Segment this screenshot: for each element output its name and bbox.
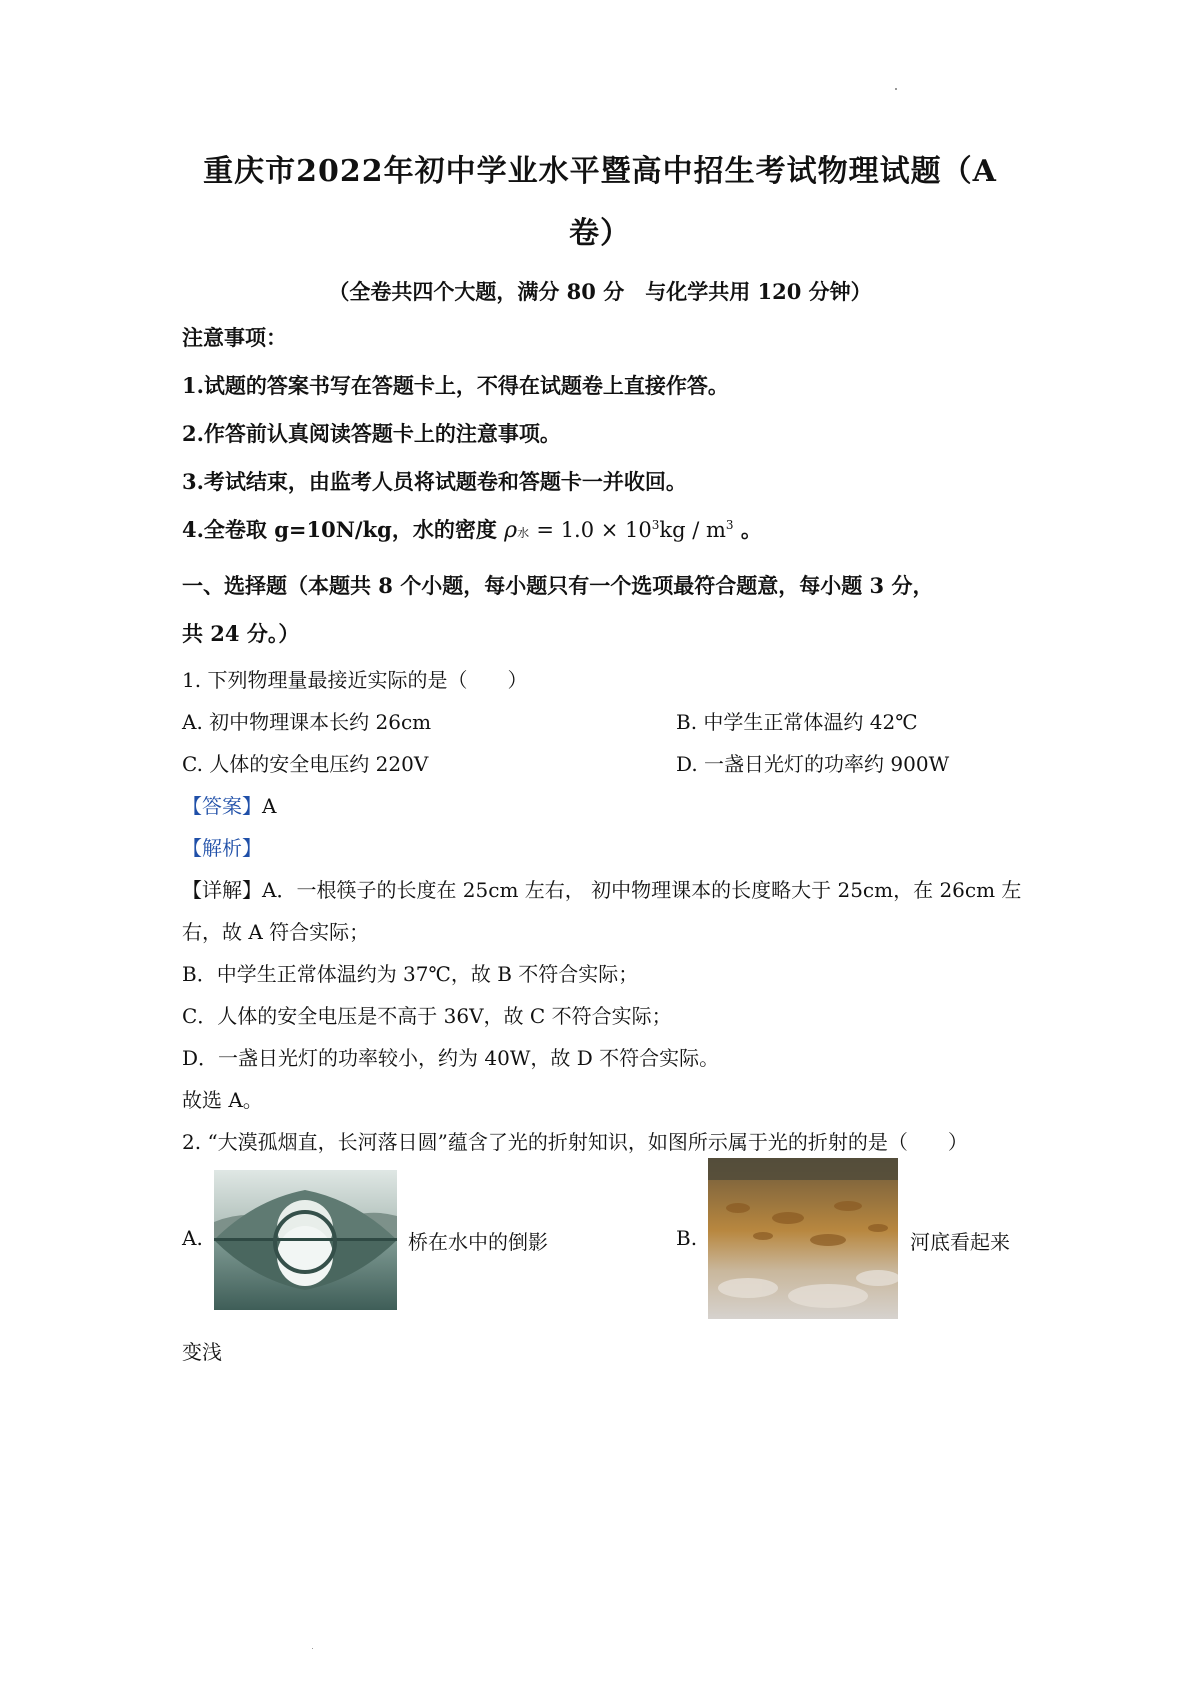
exam-title-line2: 卷） bbox=[569, 216, 631, 251]
q1-stem: 1. 下列物理量最接近实际的是（ ） bbox=[182, 668, 528, 692]
q1-detail-d: D．一盏日光灯的功率较小，约为 40W，故 D 不符合实际。 bbox=[182, 1046, 720, 1070]
notice-item: 1.试题的答案书写在答题卡上，不得在试题卷上直接作答。 bbox=[182, 373, 729, 398]
density-unit-exponent: 3 bbox=[725, 518, 734, 532]
notice4-prefix: 4.全卷取 g=10N/kg，水的密度 bbox=[182, 517, 497, 542]
rho-subscript: 水 bbox=[517, 526, 530, 540]
q1-option-a: A. 初中物理课本长约 26cm bbox=[182, 710, 432, 734]
q1-conclusion: 故选 A。 bbox=[182, 1088, 263, 1112]
q1-answer-line bbox=[182, 790, 276, 819]
q2-option-a-letter: A. bbox=[182, 1226, 203, 1250]
density-formula-a: = 1.0 × 10 bbox=[536, 518, 652, 542]
q2-option-a-text: 桥在水中的倒影 bbox=[408, 1230, 548, 1254]
notice-item-density bbox=[182, 514, 762, 544]
scan-dot bbox=[895, 88, 897, 90]
density-exponent: 3 bbox=[651, 518, 660, 532]
section1-heading-line2: 共 24 分。） bbox=[182, 621, 300, 646]
exam-title-line1: 重庆市2022年初中学业水平暨高中招生考试物理试题（A bbox=[203, 154, 997, 189]
rho-symbol: ρ bbox=[504, 518, 518, 543]
detail-text: A．一根筷子的长度在 25cm 左右， 初中物理课本的长度略大于 25cm，在 26cm 左 bbox=[262, 878, 1022, 902]
q1-option-d: D. 一盏日光灯的功率约 900W bbox=[676, 752, 950, 776]
bridge-reflection-image bbox=[214, 1170, 397, 1310]
answer-tag: 【答案】 bbox=[182, 794, 262, 818]
q2-stem: 2. “大漠孤烟直，长河落日圆”蕴含了光的折射知识，如图所示属于光的折射的是（ ） bbox=[182, 1130, 968, 1154]
analysis-tag: 【解析】 bbox=[182, 836, 262, 860]
section1-heading-line1: 一、选择题（本题共 8 个小题，每小题只有一个选项最符合题意，每小题 3 分， bbox=[182, 573, 934, 598]
notice-item: 2.作答前认真阅读答题卡上的注意事项。 bbox=[182, 421, 561, 446]
scan-dot bbox=[312, 1648, 313, 1649]
q1-option-c: C. 人体的安全电压约 220V bbox=[182, 752, 429, 776]
riverbed-image bbox=[708, 1158, 898, 1319]
density-unit: kg / m bbox=[659, 518, 726, 542]
notice4-end: 。 bbox=[733, 517, 762, 542]
notice-item: 3.考试结束，由监考人员将试题卷和答题卡一并收回。 bbox=[182, 469, 687, 494]
q2-option-b-continued: 变浅 bbox=[182, 1340, 222, 1364]
q1-option-b: B. 中学生正常体温约 42℃ bbox=[676, 710, 918, 734]
q1-detail-c: C．人体的安全电压是不高于 36V，故 C 不符合实际； bbox=[182, 1004, 672, 1028]
detail-tag: 【详解】 bbox=[182, 878, 262, 902]
answer-value: A bbox=[262, 794, 277, 818]
q1-detail-line1 bbox=[182, 874, 1021, 903]
q1-detail-b: B．中学生正常体温约为 37℃，故 B 不符合实际； bbox=[182, 962, 639, 986]
q1-detail-line2: 右，故 A 符合实际； bbox=[182, 920, 370, 944]
q2-option-b-text: 河底看起来 bbox=[910, 1230, 1010, 1254]
exam-subtitle: （全卷共四个大题，满分 80 分 与化学共用 120 分钟） bbox=[328, 279, 872, 304]
q2-option-b-letter: B. bbox=[676, 1226, 698, 1250]
notice-heading: 注意事项： bbox=[182, 325, 287, 350]
